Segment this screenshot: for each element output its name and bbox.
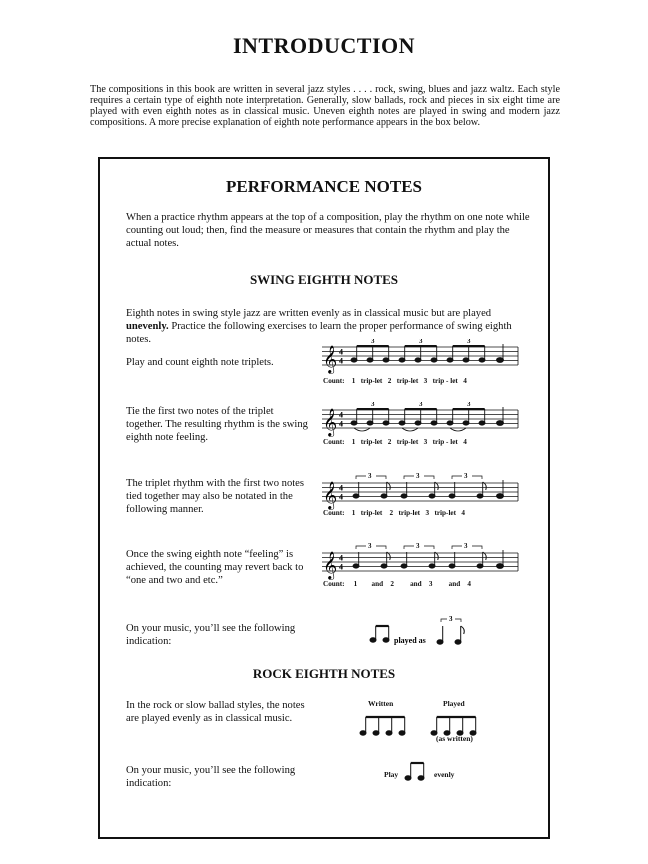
rock-text: In the rock or slow ballad styles, the notes are played evenly as in classical music. (126, 700, 305, 725)
svg-text:3: 3 (419, 339, 423, 345)
time-signature-top: 4 (339, 347, 343, 357)
played-label: Played (443, 699, 465, 708)
example-3-text: The triplet rhythm with the first two notes tied together may also be notated in the following manner. (126, 478, 305, 516)
swing-intro-text-a: Eighth notes in swing style jazz are written evenly as in classical music but are played (126, 308, 492, 319)
staff-lines (322, 483, 518, 501)
time-signature-top: 4 (339, 410, 343, 420)
beamed-eighths-icon (405, 763, 424, 780)
svg-text:3: 3 (368, 542, 372, 550)
example-3-count: Count: 1 trip-let 2 trip-let 3 trip-let 4 (323, 509, 466, 517)
swing-heading: SWING EIGHTH NOTES (249, 272, 399, 287)
svg-text:3: 3 (467, 339, 471, 345)
triplet-mark: 3 (449, 615, 453, 623)
example-4-staff (318, 541, 528, 581)
treble-clef-icon: 𝄞 (323, 553, 338, 579)
play-label: Play (384, 770, 399, 779)
time-signature-bottom: 4 (339, 419, 343, 429)
staff-lines (322, 553, 518, 571)
example-1-staff (318, 339, 528, 381)
svg-text:3: 3 (464, 472, 468, 480)
example-2-text: Tie the first two notes of the triplet together. The resulting rhythm is the swing eighth note feeling. (126, 406, 308, 444)
svg-text:3: 3 (371, 339, 375, 345)
svg-text:3: 3 (464, 542, 468, 550)
tied-triplet-notes (351, 407, 504, 425)
played-eighths-icon (431, 717, 476, 735)
example-2-staff (318, 402, 528, 442)
rock-indication-text: On your music, you’ll see the following indication: (126, 765, 296, 790)
example-1-text: Play and count eighth note triplets. (126, 357, 274, 368)
swing-intro-bold: unevenly. (126, 321, 169, 333)
swing-indication-text: On your music, you’ll see the following indication: (126, 623, 296, 648)
page-title: INTRODUCTION (232, 33, 416, 58)
tie-marks (354, 428, 466, 431)
treble-clef-icon: 𝄞 (323, 410, 338, 436)
rock-heading: ROCK EIGHTH NOTES (252, 666, 396, 681)
swing-indication-notation (368, 614, 478, 650)
as-written-label: (as written) (436, 734, 473, 743)
beamed-eighths-icon (370, 626, 389, 642)
svg-text:3: 3 (416, 472, 420, 480)
written-eighths-icon (360, 717, 405, 735)
played-as-label: played as (394, 636, 426, 645)
performance-notes-box (98, 157, 550, 839)
treble-clef-icon: 𝄞 (323, 483, 338, 509)
svg-text:3: 3 (416, 542, 420, 550)
example-1-count: Count: 1 trip-let 2 trip-let 3 trip - let 4 (323, 377, 467, 385)
time-signature-bottom: 4 (339, 562, 343, 572)
performance-notes-intro: When a practice rhythm appears at the top of a composition, play the rhythm on one note while counting out loud; then, find the measure or measures that contain the rhythm and play the actual notes. (126, 212, 530, 250)
intro-paragraph: The compositions in this book are written in several jazz styles . . . . rock, swing, blues and jazz waltz. Each style requires a certain type of eighth note interpretation. Generally, slow ballads, rock and pieces in six eight time are played with even eighth notes as in classical music. Uneven eighth notes are played in swing and modern jazz compositions. A more precise explanation of eighth note performance appears in the box below. (90, 84, 560, 129)
time-signature-bottom: 4 (339, 356, 343, 366)
svg-text:3: 3 (368, 472, 372, 480)
triplet-notes (351, 344, 504, 362)
rock-indication-notation (403, 758, 433, 784)
time-signature-top: 4 (339, 553, 343, 563)
swing-intro-text-b: Practice the following exercises to learn the proper performance of swing eighth notes. (126, 321, 512, 346)
time-signature-top: 4 (339, 483, 343, 493)
swing-triplet-icon (437, 626, 464, 644)
example-3-staff (318, 471, 528, 511)
example-2-count: Count: 1 trip-let 2 trip-let 3 trip - let 4 (323, 438, 467, 446)
performance-notes-heading: PERFORMANCE NOTES (226, 177, 422, 196)
treble-clef-icon: 𝄞 (323, 347, 338, 373)
example-4-text: Once the swing eighth note “feeling” is achieved, the counting may revert back to “one and two and etc.” (126, 549, 304, 587)
svg-text:3: 3 (371, 402, 375, 408)
svg-text:3: 3 (467, 402, 471, 408)
time-signature-bottom: 4 (339, 492, 343, 502)
example-4-count: Count: 1 and 2 and 3 and 4 (323, 580, 471, 588)
svg-text:3: 3 (419, 402, 423, 408)
evenly-label: evenly (434, 770, 455, 779)
written-label: Written (368, 699, 394, 708)
triplet-marks (371, 402, 471, 408)
triplet-marks (371, 339, 471, 345)
